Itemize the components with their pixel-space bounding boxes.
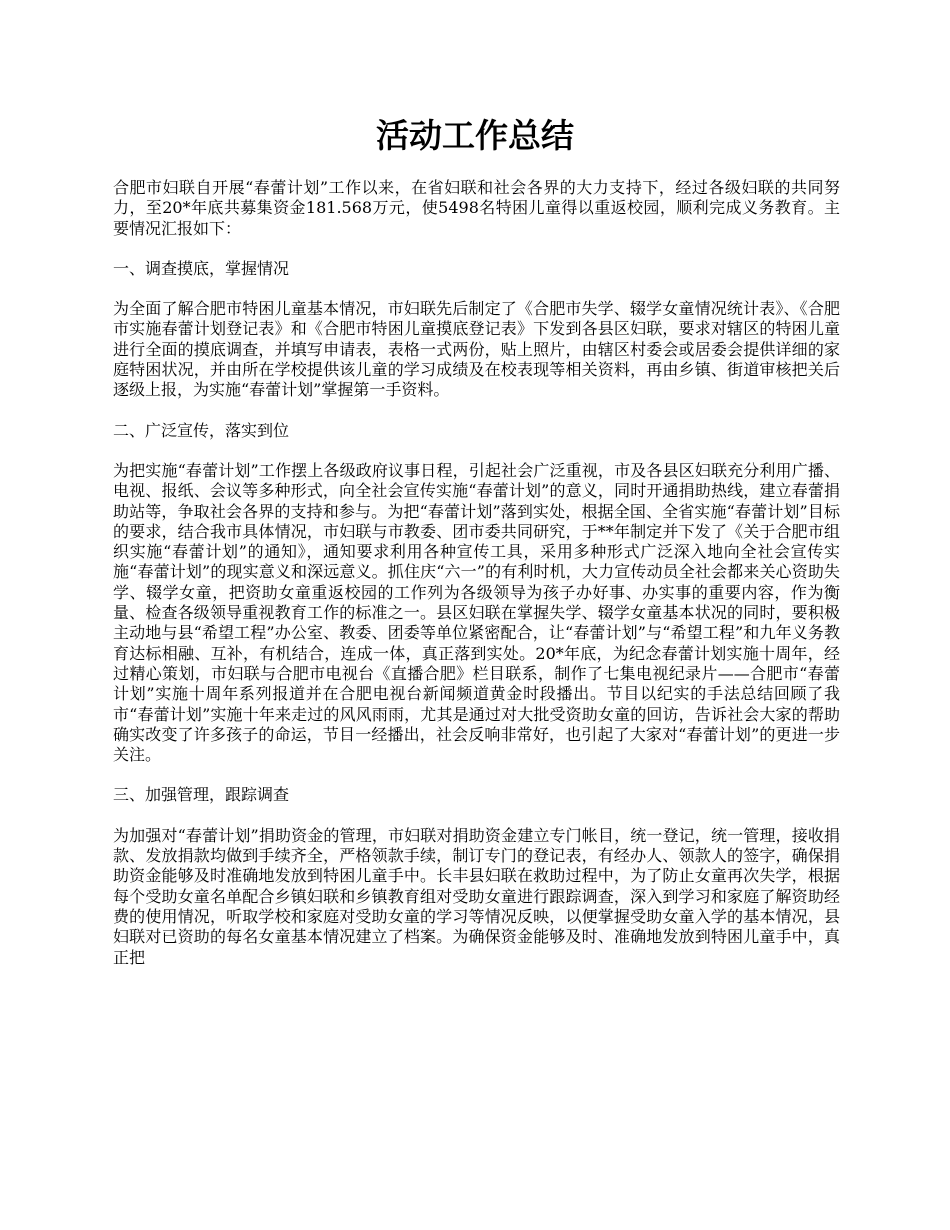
section-heading-2: 二、广泛宣传，落实到位 xyxy=(113,420,290,440)
intro-paragraph: 合肥市妇联自开展“春蕾计划”工作以来，在省妇联和社会各界的大力支持下，经过各级妇联的共同努力，至20*年底共募集资金181.568万元，使5498名特困儿童得以重返校园，顺利完成义务教育。主要情况汇报如下： xyxy=(113,178,840,238)
section-heading-1: 一、调查摸底，掌握情况 xyxy=(113,258,290,278)
section-1-paragraph: 为全面了解合肥市特困儿童基本情况，市妇联先后制定了《合肥市失学、辍学女童情况统计表》、《合肥市实施春蕾计划登记表》和《合肥市特困儿童摸底登记表》下发到各县区妇联，要求对辖区的特困儿童进行全面的摸底调查，并填写申请表，表格一式两份，贴上照片，由辖区村委会或居委会提供详细的家庭特困状况，并由所在学校提供该儿童的学习成绩及在校表现等相关资料，再由乡镇、街道审核把关后逐级上报，为实施“春蕾计划”掌握第一手资料。 xyxy=(113,299,840,400)
section-2-paragraph: 为把实施“春蕾计划”工作摆上各级政府议事日程，引起社会广泛重视，市及各县区妇联充分利用广播、电视、报纸、会议等多种形式，向全社会宣传实施“春蕾计划”的意义，同时开通捐助热线，建立春蕾捐助站等，争取社会各界的支持和参与。为把“春蕾计划”落到实处，根据全国、全省实施“春蕾计划”目标的要求，结合我市具体情况，市妇联与市教委、团市委共同研究，于**年制定并下发了《关于合肥市组织实施“春蕾计划”的通知》，通知要求利用各种宣传工具，采用多种形式广泛深入地向全社会宣传实施“春蕾计划”的现实意义和深远意义。抓住庆“六一”的有利时机，大力宣传动员全社会都来关心资助失学、辍学女童，把资助女童重返校园的工作列为各级领导为孩子办好事、办实事的重要内容，作为衡量、检查各级领导重视教育工作的标准之一。县区妇联在掌握失学、辍学女童基本状况的同时，要积极主动地与县“希望工程”办公室、教委、团委等单位紧密配合，让“春蕾计划”与“希望工程”和九年义务教育达标相融、互补，有机结合，连成一体，真正落到实处。20*年底，为纪念春蕾计划实施十周年，经过精心策划，市妇联与合肥市电视台《直播合肥》栏目联系，制作了七集电视纪录片——合肥市“春蕾计划”实施十周年系列报道并在合肥电视台新闻频道黄金时段播出。节目以纪实的手法总结回顾了我市“春蕾计划”实施十年来走过的风风雨雨，尤其是通过对大批受资助女童的回访，告诉社会大家的帮助确实改变了许多孩子的命运，节目一经播出，社会反响非常好，也引起了大家对“春蕾计划”的更进一步关注。 xyxy=(113,460,840,765)
section-3-paragraph: 为加强对“春蕾计划”捐助资金的管理，市妇联对捐助资金建立专门帐目，统一登记，统一管理，接收捐款、发放捐款均做到手续齐全，严格领款手续，制订专门的登记表，有经办人、领款人的签字，确保捐助资金能够及时准确地发放到特困儿童手中。长丰县妇联在救助过程中，为了防止女童再次失学，根据每个受助女童名单配合乡镇妇联和乡镇教育组对受助女童进行跟踪调查，深入到学习和家庭了解资助经费的使用情况，听取学校和家庭对受助女童的学习等情况反映，以便掌握受助女童入学的基本情况，县妇联对已资助的每名女童基本情况建立了档案。为确保资金能够及时、准确地发放到特困儿童手中，真正把 xyxy=(113,825,840,967)
document-title: 活动工作总结 xyxy=(376,116,574,155)
section-heading-3: 三、加强管理，跟踪调查 xyxy=(113,785,290,805)
document-body xyxy=(113,178,840,988)
